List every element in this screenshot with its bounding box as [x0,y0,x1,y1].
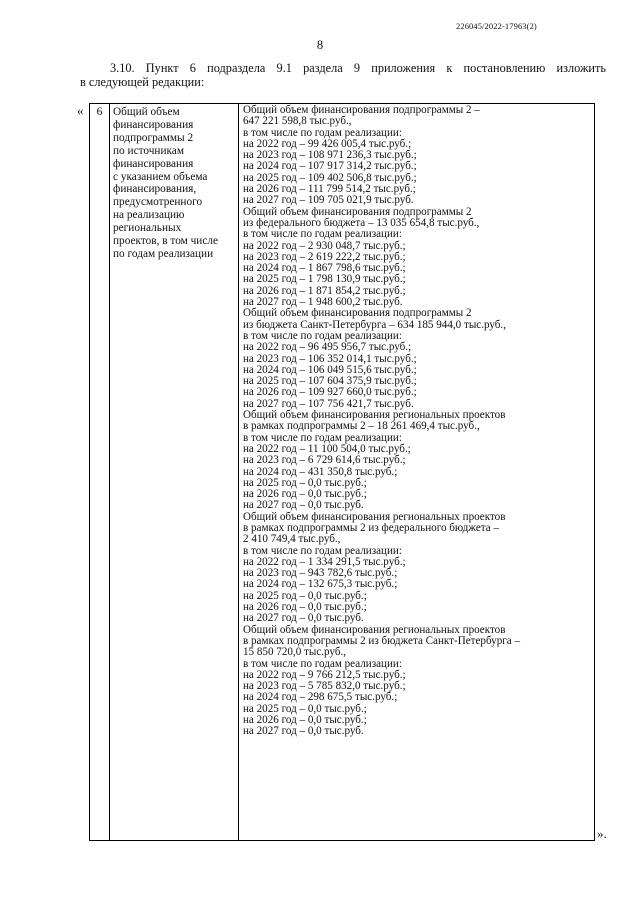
content-line: Общий объем финансирования региональных проектов [243,510,506,523]
content-line: на 2024 год – 132 675,3 тыс.руб.; [243,578,398,591]
content-line: на 2027 год – 0,0 тыс.руб. [243,612,364,625]
content-line: в том числе по годам реализации: [243,544,402,557]
content-line: на 2022 год – 2 930 048,7 тыс.руб.; [243,239,406,252]
row-number: 6 [90,104,110,841]
content-line: Общий объем финансирования региональных проектов [243,409,506,422]
content-line: на 2024 год – 298 675,5 тыс.руб.; [243,691,398,704]
content-line: на 2022 год – 96 495 956,7 тыс.руб.; [243,341,412,354]
content-line: на 2024 год – 431 350,8 тыс.руб.; [243,465,398,478]
document-id: 226045/2022-17963(2) [456,21,537,31]
content-line: на 2025 год – 109 402 506,8 тыс.руб.; [243,171,417,184]
content-line: 647 221 598,8 тыс.руб., [243,115,352,128]
amendment-intro [80,61,606,89]
content-line: Общий объем финансирования подпрограммы 2 [243,307,472,320]
content-line: на 2022 год – 9 766 212,5 тыс.руб.; [243,668,406,681]
content-line: на 2025 год – 107 604 375,9 тыс.руб.; [243,375,417,388]
content-line: на 2023 год – 108 971 236,3 тыс.руб.; [243,149,417,162]
title-line: предусмотренного [113,196,203,209]
financing-table [89,103,595,841]
content-line: Общий объем финансирования подпрограммы 2 [243,205,472,218]
content-line: из федерального бюджета – 13 035 654,8 тыс.руб., [243,216,480,229]
table-row [90,104,595,841]
content-line: на 2026 год – 0,0 тыс.руб.; [243,714,367,727]
content-line: на 2023 год – 943 782,6 тыс.руб.; [243,567,398,580]
content-line: на 2025 год – 0,0 тыс.руб.; [243,589,367,602]
content-line: из бюджета Санкт-Петербурга – 634 185 944,0 тыс.руб., [243,318,506,331]
row-content [239,104,595,841]
content-line: на 2025 год – 1 798 130,9 тыс.руб.; [243,273,406,286]
content-line: на 2026 год – 0,0 тыс.руб.; [243,601,367,614]
row-title [110,104,239,841]
closing-quote: ». [597,826,607,841]
title-line: проектов, в том числе [113,235,218,248]
content-line: в рамках подпрограммы 2 из бюджета Санкт-Петербурга – [243,634,521,647]
content-line: в том числе по годам реализации: [243,431,402,444]
page-number: 8 [316,38,324,52]
content-line: на 2023 год – 6 729 614,6 тыс.руб.; [243,454,406,467]
content-line: на 2022 год – 1 334 291,5 тыс.руб.; [243,555,406,568]
content-line: на 2023 год – 2 619 222,2 тыс.руб.; [243,250,406,263]
content-lines [243,105,590,738]
content-line: 15 850 720,0 тыс.руб., [243,646,347,659]
content-line: на 2026 год – 111 799 514,2 тыс.руб.; [243,183,416,196]
opening-quote: « [77,103,84,118]
content-line: на 2024 год – 106 049 515,6 тыс.руб.; [243,363,417,376]
title-line: финансирования, [113,183,197,196]
content-line: в том числе по годам реализации: [243,126,402,139]
content-line: на 2027 год – 109 705 021,9 тыс.руб. [243,194,414,207]
content-line: на 2022 год – 99 426 005,4 тыс.руб.; [243,137,412,150]
title-line: по источникам [113,144,184,157]
title-lines [113,106,235,261]
intro-line-2: в следующей редакции: [80,75,205,89]
title-line: по годам реализации [113,247,214,260]
content-line: на 2022 год – 11 100 504,0 тыс.руб.; [243,442,411,455]
title-line: региональных [113,222,182,235]
content-line: на 2024 год – 107 917 314,2 тыс.руб.; [243,160,417,173]
intro-line-1: 3.10. Пункт 6 подраздела 9.1 раздела 9 приложения к постановлению изложить [110,61,606,75]
content-line: на 2027 год – 0,0 тыс.руб. [243,725,364,738]
content-line: на 2025 год – 0,0 тыс.руб.; [243,702,367,715]
content-line: Общий объем финансирования региональных проектов [243,623,506,636]
title-line: финансирования [113,118,194,131]
content-line: Общий объем финансирования подпрограммы 2 – [243,104,480,116]
content-line: на 2026 год – 1 871 854,2 тыс.руб.; [243,284,406,297]
content-line: в том числе по годам реализации: [243,657,402,670]
content-line: на 2024 год – 1 867 798,6 тыс.руб.; [243,262,406,275]
content-line: в том числе по годам реализации: [243,329,402,342]
content-line: 2 410 749,4 тыс.руб., [243,533,341,546]
content-line: в рамках подпрограммы 2 из федерального бюджета – [243,521,499,534]
content-line: на 2026 год – 109 927 660,0 тыс.руб.; [243,386,417,399]
content-line: на 2023 год – 106 352 014,1 тыс.руб.; [243,352,417,365]
content-line: на 2027 год – 1 948 600,2 тыс.руб. [243,296,403,309]
title-line: подпрограммы 2 [113,131,194,144]
content-line: на 2027 год – 107 756 421,7 тыс.руб. [243,397,414,410]
content-line: на 2023 год – 5 785 832,0 тыс.руб.; [243,680,406,693]
title-line: Общий объем [113,106,180,118]
content-line: в рамках подпрограммы 2 – 18 261 469,4 тыс.руб., [243,420,480,433]
title-line: на реализацию [113,209,185,222]
content-line: на 2027 год – 0,0 тыс.руб. [243,499,364,512]
title-line: финансирования [113,157,194,170]
content-line: на 2025 год – 0,0 тыс.руб.; [243,476,367,489]
content-line: в том числе по годам реализации: [243,228,402,241]
title-line: с указанием объема [113,170,208,183]
content-line: на 2026 год – 0,0 тыс.руб.; [243,488,367,501]
